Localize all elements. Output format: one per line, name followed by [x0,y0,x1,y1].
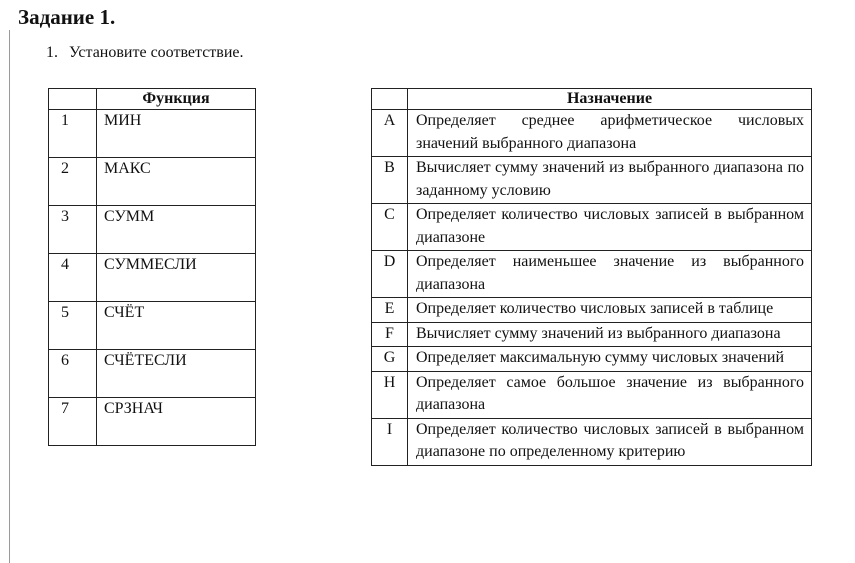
table-row [49,206,256,254]
purpose-description: Определяет наименьшее значение из выбранного диапазона [408,251,812,298]
function-index: 4 [49,254,97,302]
table-row [372,157,812,204]
purpose-letter: B [372,157,408,204]
function-index: 2 [49,158,97,206]
functions-index-header [49,89,97,110]
purpose-table [371,88,812,466]
purpose-letter: D [372,251,408,298]
table-row [372,418,812,465]
table-row [372,371,812,418]
table-row [49,254,256,302]
purpose-description: Определяет количество числовых записей в выбранном диапазоне по определенному критерию [408,418,812,465]
purpose-letter: C [372,204,408,251]
page-left-border [9,30,10,563]
purpose-letter: F [372,322,408,347]
function-index: 3 [49,206,97,254]
task-title: Задание 1. [18,5,116,29]
table-row [49,398,256,446]
table-row [49,350,256,398]
table-row [372,322,812,347]
purpose-letter: I [372,418,408,465]
purpose-description: Вычисляет сумму значений из выбранного диапазона [408,322,812,347]
function-name: СУММЕСЛИ [97,254,256,302]
table-row [372,298,812,323]
functions-table-header-row [49,89,256,110]
purpose-description: Определяет самое большое значение из выбранного диапазона [408,371,812,418]
table-row [49,110,256,158]
purpose-letter: E [372,298,408,323]
function-index: 1 [49,110,97,158]
function-index: 6 [49,350,97,398]
functions-header: Функция [97,89,256,110]
table-row [372,204,812,251]
table-row [49,302,256,350]
function-name: СЧЁТЕСЛИ [97,350,256,398]
purpose-letter-header [372,89,408,110]
table-row [372,251,812,298]
purpose-description: Определяет среднее арифметическое числовых значений выбранного диапазона [408,110,812,157]
function-index: 5 [49,302,97,350]
table-row [49,158,256,206]
functions-table [48,88,256,446]
function-index: 7 [49,398,97,446]
function-name: СЧЁТ [97,302,256,350]
purpose-header: Назначение [408,89,812,110]
task-text: Установите соответствие. [69,44,244,61]
purpose-letter: H [372,371,408,418]
purpose-description: Определяет максимальную сумму числовых значений [408,347,812,372]
task-instruction [46,44,244,62]
table-row [372,110,812,157]
table-row [372,347,812,372]
function-name: СУММ [97,206,256,254]
task-number: 1. [46,44,58,61]
purpose-table-header-row [372,89,812,110]
function-name: МАКС [97,158,256,206]
purpose-letter: G [372,347,408,372]
purpose-description: Определяет количество числовых записей в выбранном диапазоне [408,204,812,251]
function-name: МИН [97,110,256,158]
function-name: СРЗНАЧ [97,398,256,446]
purpose-description: Вычисляет сумму значений из выбранного диапазона по заданному условию [408,157,812,204]
purpose-letter: A [372,110,408,157]
purpose-description: Определяет количество числовых записей в таблице [408,298,812,323]
